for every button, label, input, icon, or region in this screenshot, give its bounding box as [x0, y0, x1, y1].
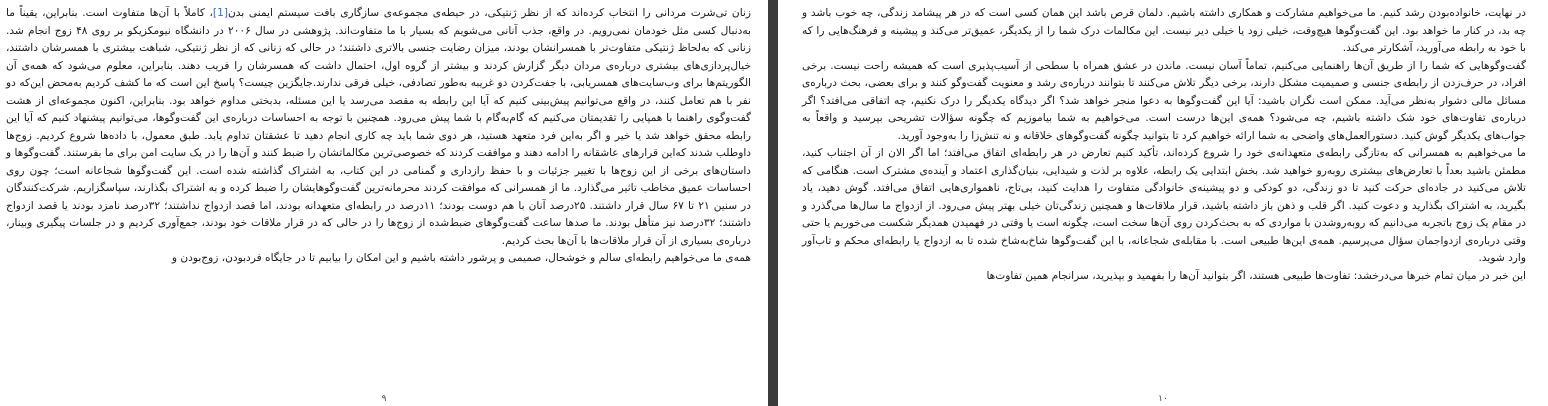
book-page-left: [0, 0, 768, 406]
paragraph: این خبر در میان تمام خبرها می‌درخشد: تفاوت‌ها طبیعی هستند، اگر بتوانید آن‌ها را بفهمید و بپذیرید، سرانجام همین تفاوت‌ها: [986, 269, 1526, 282]
paragraph: [6, 5, 751, 250]
paragraph: گفت‌وگوهایی که شما را از طریق آن‌ها راهنمایی می‌کنیم، تماماً آسان نیست. ماندن در عشق همراه با سطحی از آسیب‌پذیری است که همیشه راحت نیست. برخی افراد، در حرف‌زدن از رابطه‌ی جنسی و صمیمیت مشکل دارند، برخی دیگر تلاش می‌کنند تا بتوانند درباره‌ی رشد و معنویت گفت‌وگو کنند و برای بعضی، بحث درباره‌ی مسائل مالی دشوار به‌نظر می‌آید. ممکن است نگران باشید: آیا این گفت‌وگوها به دعوا منجر خواهد شد؟ اگر دیدگاه یکدیگر را درک نکنیم، چه اتفاقی می‌افتد؟ اگر درباره‌ی تفاوت‌های خود شک داشته باشیم، چه می‌شود؟ همه‌ی این‌ها درست است. می‌خواهیم به شما بیاموزیم که چگونه سؤالات تشریحی بپرسید و واقعاً به جواب‌های یکدیگر گوش کنید. دستورالعمل‌های واضحی به شما ارائه خواهیم کرد تا بتوانید چگونه گفت‌وگوهای خلاقانه و نه تنش‌زا را به‌وجود آورید.: [802, 59, 1526, 142]
page-body-text: [6, 5, 751, 268]
paragraph: همه‌ی ما می‌خواهیم رابطه‌ای سالم و خوشحال، صمیمی و پرشور داشته باشیم و این امکان را بیابیم تا در جایگاه فردبودن، زوج‌بودن و: [171, 252, 751, 264]
page-body-text: [802, 5, 1526, 285]
page-number: ۹: [381, 394, 387, 404]
paragraph-text: زنان تی‌شرت مردانی را انتخاب کرده‌اند که از نظر ژنتیکی، در حیطه‌ی مجموعه‌ی سازگاری بافت سیستم ایمنی بدن: [227, 7, 751, 19]
paragraph: در نهایت، خانواده‌بودن رشد کنیم. ما می‌خواهیم مشارکت و همکاری داشته باشیم. دلمان قرص باشد این همان کسی است که در هر پیشامد زندگی، چه خوب باشد و چه بد، در کنار ما خواهد بود. این گفت‌وگوها هیچ‌وقت، خیلی زود یا خیلی دیر نیست. این مکالمات درک شما را از یکدیگر، عمیق‌تر می‌کند و پیشینه و فرهنگ‌هایی را که با خود به رابطه می‌آورید، آشکارتر می‌کند.: [802, 7, 1526, 54]
citation-link[interactable]: [1]: [212, 7, 228, 19]
page-gutter: [768, 0, 778, 406]
book-page-right: [778, 0, 1548, 406]
paragraph-text: ، کاملاً با آن‌ها متفاوت است. بنابراین، یقیناً ما به‌دنبال کسی مثل خودمان نمی‌رویم. در واقع، جذب آنانی می‌شویم که بسیار با ما متفاوت‌اند. پژوهشی در سال ۲۰۰۶ در دانشگاه نیومکزیکو بر روی ۴۸ زوج انجام شد. زنانی که به‌لحاظ ژنتیکی متفاوت‌تر با همسرانشان بودند، میزان رضایت جنسی بالاتری داشتند؛ در حالی که زنانی که از نظر ژنتیکی، شباهت بیشتری با همسرشان داشتند، خیال‌پردازی‌های بیشتری درباره‌ی مردان دیگر گزارش کردند و بیشتر از گروه اول، احتمال داشت که همسرشان را فریب دهند. بنابراین، معلوم می‌شود که همه‌ی آن الگوریتم‌ها برای وب‌سایت‌های همسریابی، با جفت‌کردن دو غریبه به‌طور تصادفی، خیلی فرقی ندارند.جایگزین چیست؟ پاسخ این است که ما کشف کردیم به‌محض این‌که دو نفر با هم تعامل کنند، در واقع می‌توانیم پیش‌بینی کنیم که آیا این رابطه به مقصد می‌رسد یا این مسئله، بدبختی مداوم خواهد بود. بنابراین، اکنون مجموعه‌ای از هشت گفت‌وگوی راهنما با همپایی را تقدیمتان می‌کنیم که گام‌به‌گام با شما پیش می‌رود. همچنین با توجه به احساسات دربار‌ه‌ی این گفت‌وگوها، می‌توانیم پیشنهاد کنیم که آیا این رابطه محقق خواهد شد یا خیر و اگر به‌این فرد متعهد هستید، هر دوی شما باید چه کاری انجام دهید تا عشقتان تداوم یابد. طبق معمول، با داده‌ها شروع کردیم. زوج‌ها داوطلب شدند که‌این قرارهای عاشقانه را ادامه دهند و موافقت کردند که خصوصی‌ترین مکالماتشان را ضبط کنند و آن‌ها را در یک سایت امن برای ما بفرستند. گفت‌وگوها و داستان‌های برخی از این زوج‌ها با تغییر جزئیات و با حفظ رازداری و گمنامی در این کتاب، به اشتراک گذاشته شده است. این گفت‌وگوها شجاعانه است؛ چون روی احساسات عمیق مخاطب تاثیر می‌گذارد. ما از همسرانی که موافقت کردند محرمانه‌ترین گفت‌وگوهایشان را ضبط کرده و به اشتراک بگذارند، سپاسگزاریم. شرکت‌کنندگان در سنین ۲۱ تا ۶۷ سال قرار داشتند. ۲۵درصد آنان با هم دوست بودند؛ ۱۱درصد در رابطه‌ای متعهدانه بودند، اما قصد ازدواج نداشتند؛ ۳۲درصد نامزد بودند یا قصد ازدواج داشتند؛ ۳۲درصد نیز متأهل بودند. ما صدها ساعت گفت‌وگوهای ضبط‌شده از زوج‌ها را در حالی که در قرار ملاقات خود بودند، جمع‌آوری کردیم و در جلسات پیگیری وبینار، درباره‌ی بسیاری از آن قرار ملاقات‌ها با آن‌ها بحث کردیم.: [6, 7, 752, 247]
paragraph: ما می‌خواهیم به همسرانی که به‌تازگی رابطه‌ی متعهدانه‌ی خود را شروع کرده‌اند، تأکید کنیم تعارض در هر رابطه‌ای اتفاق می‌افتد؛ اما اگر الان از آن اجتناب کنید، مطمئن باشید بعداً با تعارض‌های بیشتری روبه‌رو خواهید شد. بخش ابتدایی یک رابطه، علاوه بر لذت و شیدایی، بنیان‌گذاری اعتماد و آینده‌ی مشترک است. هنگامی که تلاش می‌کنید در جاده‌ای حرکت کنید تا دو زندگی، دو کودکی و دو پیشینه‌ی خانوادگی متفاوت را هدایت کنید، بی‌تاج، ناهمواری‌هایی اتفاق می‌افتد. گوش دهید، یاد بگیرید، به اشتراک بگذارید و دعوت کنید. اگر قلب و ذهن باز داشته باشید، قرار ملاقات‌ها و همچنین زندگی‌تان خیلی بهتر پیش می‌رود. از ازدواج ما سال‌ها می‌گذرد و در مقام یک زوج باتجربه می‌دانیم که روبه‌روشدن با مواردی که به بحث‌کردن روی آن‌ها سخت است، چگونه است یا وقتی در فهمیدن همدیگر شکست می‌خوریم یا حتی وقتی درباره‌ی ازدواجمان سؤال می‌پرسیم. همه‌ی این‌ها طبیعی است. با مقابله‌ی شجاعانه، با این گفت‌وگوها شاخ‌به‌شاخ شده تا به ازدواج یا رابطه‌ای محکم و تاب‌آور وارد شوید.: [802, 147, 1526, 264]
page-number: ۱۰: [1158, 394, 1168, 404]
